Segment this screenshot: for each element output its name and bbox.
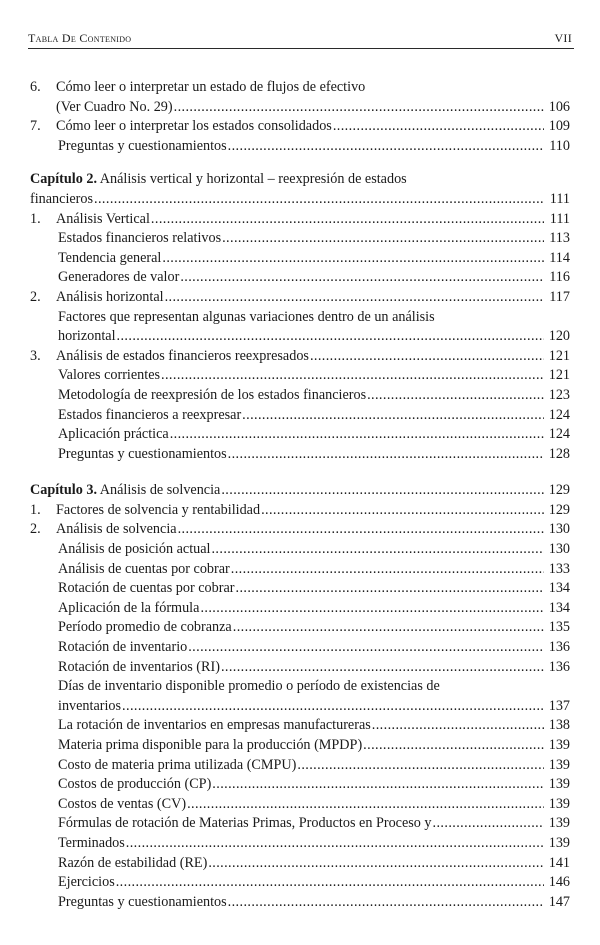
toc-entry-number: 2. xyxy=(30,521,41,538)
toc-entry xyxy=(30,560,570,580)
toc-entry-title: Costos de producción (CP) xyxy=(58,776,212,793)
toc-page-number: 139 xyxy=(548,776,570,793)
toc-entry-title: Período promedio de cobranza xyxy=(58,619,232,636)
dot-leaders xyxy=(372,716,544,736)
toc-entry-title: Terminados xyxy=(58,834,125,851)
dot-leaders xyxy=(151,210,544,230)
dot-leaders xyxy=(170,425,544,445)
toc-entry xyxy=(30,520,570,540)
toc-page-number: 106 xyxy=(548,98,570,115)
toc-entry xyxy=(30,854,570,874)
dot-leaders xyxy=(212,775,544,795)
dot-leaders xyxy=(122,697,544,717)
toc-entry xyxy=(30,98,570,118)
toc-entry xyxy=(30,716,570,736)
toc-page-number: 111 xyxy=(549,210,570,227)
toc-entry-number: 1. xyxy=(30,210,41,227)
running-head xyxy=(28,31,572,46)
toc-entry xyxy=(30,618,570,638)
toc-entry-title: Análisis de cuentas por cobrar xyxy=(58,560,230,577)
toc-entry-title: Aplicación práctica xyxy=(58,426,169,443)
toc-entry-title: Estados financieros a reexpresar xyxy=(58,406,242,423)
toc-page-number: 133 xyxy=(548,560,570,577)
toc-entry xyxy=(30,873,570,893)
toc-entry-title: Razón de estabilidad (RE) xyxy=(58,854,208,871)
toc-entry-title: Aplicación de la fórmula xyxy=(58,599,200,616)
toc-entry xyxy=(30,775,570,795)
chapter-label: Capítulo 2. xyxy=(30,171,98,188)
toc-entry xyxy=(30,249,570,269)
toc-entry-title: (Ver Cuadro No. 29) xyxy=(56,98,173,115)
toc-entry xyxy=(30,638,570,658)
dot-leaders xyxy=(211,540,544,560)
toc-entry xyxy=(30,288,570,308)
dot-leaders xyxy=(162,249,544,269)
dot-leaders xyxy=(242,406,544,426)
toc-page-number: 129 xyxy=(548,482,570,499)
toc-entry xyxy=(30,308,570,328)
toc-page-number: 136 xyxy=(548,639,570,656)
toc-entry-title: Preguntas y cuestionamientos xyxy=(58,893,227,910)
toc-page-number: 139 xyxy=(548,834,570,851)
toc-page-number: 116 xyxy=(549,269,570,286)
toc-entry xyxy=(30,599,570,619)
dot-leaders xyxy=(222,229,544,249)
toc-entry xyxy=(30,658,570,678)
toc-entry-title: Preguntas y cuestionamientos xyxy=(58,137,227,154)
dot-leaders xyxy=(233,618,544,638)
toc-entry xyxy=(30,117,570,137)
toc-entry xyxy=(30,78,570,98)
dot-leaders xyxy=(228,137,544,157)
toc-page-number: 134 xyxy=(548,599,570,616)
toc-entry xyxy=(30,137,570,157)
toc-page-number: 128 xyxy=(548,445,570,462)
toc-page-number: 124 xyxy=(548,406,570,423)
toc-entry-title: inventarios xyxy=(58,697,122,714)
toc-entry xyxy=(30,677,570,697)
dot-leaders xyxy=(180,268,544,288)
toc-entry-title: Rotación de cuentas por cobrar xyxy=(58,580,235,597)
dot-leaders xyxy=(231,560,544,580)
toc-entry xyxy=(30,386,570,406)
toc-page-number: 137 xyxy=(548,697,570,714)
toc-entry-title: Materia prima disponible para la producción (MPDP) xyxy=(58,737,363,753)
toc-entry xyxy=(30,736,570,756)
toc-entry-title: Días de inventario disponible promedio o período de existencias de xyxy=(58,678,440,695)
toc-page-number: 113 xyxy=(549,230,570,247)
toc-page-number: 136 xyxy=(548,658,570,675)
toc-page-number: 139 xyxy=(548,795,570,812)
dot-leaders xyxy=(236,579,545,599)
toc-page-number: 147 xyxy=(548,893,570,910)
dot-leaders xyxy=(188,638,544,658)
dot-leaders xyxy=(333,117,544,137)
toc-page-number: 121 xyxy=(548,367,570,384)
toc-entry-title: Preguntas y cuestionamientos xyxy=(58,445,227,462)
dot-leaders xyxy=(261,501,544,521)
toc-entry-number: 1. xyxy=(30,501,41,518)
toc-entry xyxy=(30,229,570,249)
toc-entry-title: Tendencia general xyxy=(58,249,162,266)
toc-entry-title: Cómo leer o interpretar los estados consolidados xyxy=(56,118,332,135)
dot-leaders xyxy=(161,366,544,386)
toc-chapter-entry xyxy=(30,481,570,501)
toc-page-number: 114 xyxy=(549,249,570,266)
dot-leaders xyxy=(94,190,544,210)
toc-entry xyxy=(30,540,570,560)
page-folio: VII xyxy=(554,31,572,45)
toc-page-number: 123 xyxy=(548,386,570,403)
toc-entry-title: Valores corrientes xyxy=(58,367,161,384)
toc-page-number: 117 xyxy=(549,288,570,305)
dot-leaders xyxy=(228,893,544,913)
dot-leaders xyxy=(200,599,544,619)
toc-entry-title: Ejercicios xyxy=(58,874,115,891)
toc-entry-title: Cómo leer o interpretar un estado de flujos de efectivo xyxy=(56,79,366,95)
toc-page-number: 134 xyxy=(548,580,570,597)
toc-page-number: 139 xyxy=(548,756,570,773)
toc-entry xyxy=(30,834,570,854)
toc-entry-title: Análisis horizontal xyxy=(56,288,164,305)
toc-entry-title: Fórmulas de rotación de Materias Primas, Productos en Proceso y xyxy=(58,815,432,832)
chapter-title: Análisis de solvencia xyxy=(97,482,221,499)
toc-page-number: 110 xyxy=(549,137,570,154)
dot-leaders xyxy=(297,756,544,776)
toc-chapter-entry xyxy=(30,190,570,210)
toc-entry xyxy=(30,210,570,230)
header-rule xyxy=(28,48,574,49)
dot-leaders xyxy=(221,481,544,501)
toc-entry xyxy=(30,893,570,913)
toc-page-number: 124 xyxy=(548,426,570,443)
toc-entry xyxy=(30,347,570,367)
toc-page-number: 109 xyxy=(548,118,570,135)
table-of-contents xyxy=(30,78,570,912)
toc-entry-title: Análisis de solvencia xyxy=(56,521,177,538)
toc-entry-title xyxy=(30,170,407,190)
toc-entry xyxy=(30,425,570,445)
toc-entry-title: Factores de solvencia y rentabilidad xyxy=(56,501,261,518)
dot-leaders xyxy=(310,347,544,367)
toc-entry xyxy=(30,795,570,815)
dot-leaders xyxy=(228,445,544,465)
dot-leaders xyxy=(208,854,544,874)
toc-entry-title xyxy=(30,481,220,501)
toc-entry xyxy=(30,756,570,776)
toc-entry-title: Análisis Vertical xyxy=(56,210,150,227)
toc-page-number: 120 xyxy=(548,328,570,345)
dot-leaders xyxy=(116,873,544,893)
toc-entry-number: 2. xyxy=(30,288,41,305)
toc-entry-title: Análisis de estados financieros reexpresados xyxy=(56,347,309,364)
toc-page-number: 135 xyxy=(548,619,570,636)
toc-entry-title: La rotación de inventarios en empresas manufactureras xyxy=(58,717,371,734)
toc-entry xyxy=(30,579,570,599)
toc-entry-number: 3. xyxy=(30,347,41,364)
toc-entry-title: financieros xyxy=(30,190,94,207)
toc-entry-title: Factores que representan algunas variaciones dentro de un análisis xyxy=(58,308,435,325)
dot-leaders xyxy=(126,834,544,854)
toc-entry-title: Generadores de valor xyxy=(58,269,180,286)
toc-chapter-entry xyxy=(30,170,570,190)
chapter-label: Capítulo 3. xyxy=(30,482,98,499)
toc-page-number: 138 xyxy=(548,717,570,734)
running-title: Tabla De Contenido xyxy=(28,31,132,45)
dot-leaders xyxy=(367,386,544,406)
toc-entry xyxy=(30,697,570,717)
toc-entry xyxy=(30,814,570,834)
dot-leaders xyxy=(187,795,544,815)
dot-leaders xyxy=(178,520,544,540)
toc-page-number: 139 xyxy=(548,815,570,832)
toc-entry xyxy=(30,406,570,426)
toc-entry-number: 7. xyxy=(30,118,41,135)
dot-leaders xyxy=(165,288,544,308)
dot-leaders xyxy=(174,98,544,118)
toc-page-number: 146 xyxy=(548,874,570,891)
toc-page-number: 141 xyxy=(548,854,570,871)
toc-page-number: 111 xyxy=(549,190,570,207)
dot-leaders xyxy=(433,814,544,834)
dot-leaders xyxy=(221,658,544,678)
toc-entry xyxy=(30,268,570,288)
toc-entry-title: Costo de materia prima utilizada (CMPU) xyxy=(58,756,297,773)
toc-page-number: 130 xyxy=(548,541,570,558)
toc-entry xyxy=(30,327,570,347)
toc-page-number: 139 xyxy=(548,737,570,753)
dot-leaders xyxy=(363,736,544,756)
toc-page-number: 121 xyxy=(548,347,570,364)
toc-entry-title: Rotación de inventarios (RI) xyxy=(58,658,220,675)
toc-entry xyxy=(30,445,570,465)
toc-entry xyxy=(30,501,570,521)
toc-page-number: 130 xyxy=(548,521,570,538)
dot-leaders xyxy=(117,327,544,347)
toc-entry-title: Costos de ventas (CV) xyxy=(58,795,187,812)
toc-entry-title: Estados financieros relativos xyxy=(58,230,222,247)
toc-entry-title: horizontal xyxy=(58,328,116,345)
toc-entry-title: Rotación de inventario xyxy=(58,639,188,656)
toc-entry-number: 6. xyxy=(30,79,41,95)
toc-entry-title: Análisis de posición actual xyxy=(58,541,211,558)
toc-entry xyxy=(30,366,570,386)
toc-page-number: 129 xyxy=(548,501,570,518)
chapter-title: Análisis vertical y horizontal – reexpresión de estados xyxy=(97,171,407,188)
toc-entry-title: Metodología de reexpresión de los estados financieros xyxy=(58,386,367,403)
